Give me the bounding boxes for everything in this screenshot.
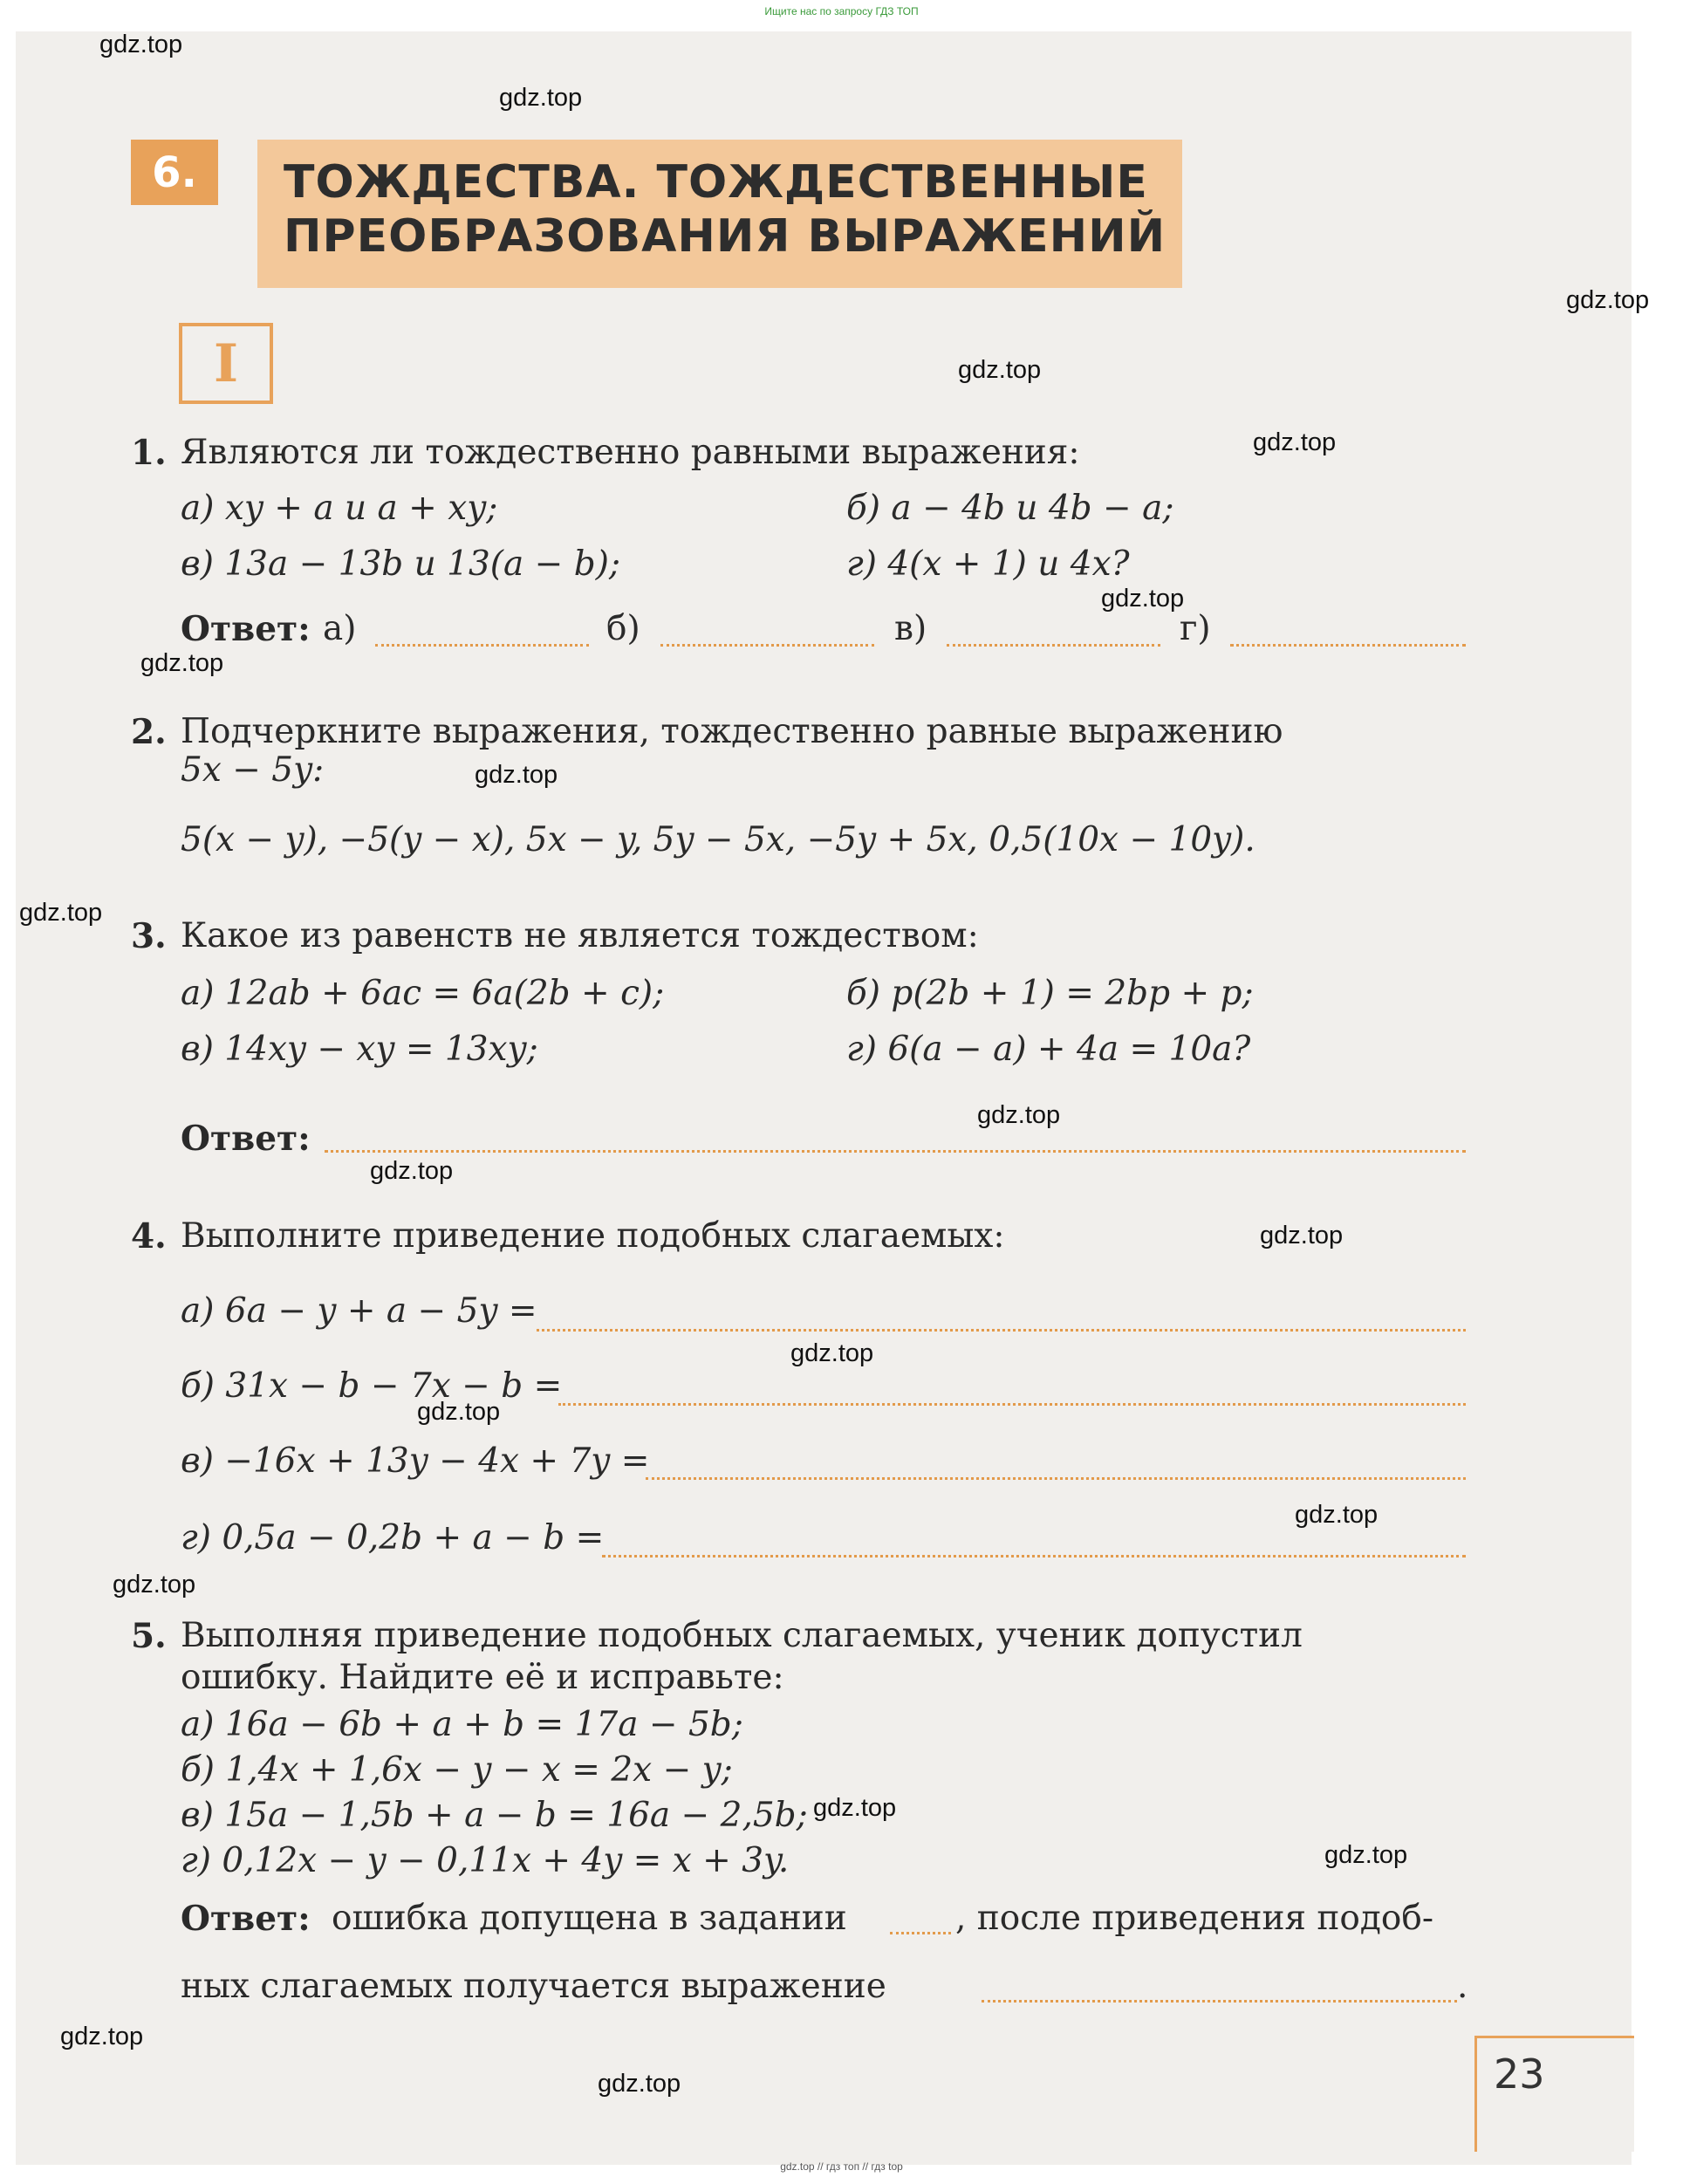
task3-answer-field[interactable]	[325, 1150, 1466, 1153]
task4-item-a: а) 6a − y + a − 5y =	[181, 1291, 537, 1331]
task3-option-d: г) 6(a − a) + 4a = 10a?	[846, 1030, 1251, 1069]
watermark: gdz.top	[1566, 286, 1650, 314]
watermark: gdz.top	[60, 2023, 144, 2050]
watermark: gdz.top	[598, 2070, 681, 2098]
watermark: gdz.top	[99, 31, 183, 58]
task5-item-a: а) 16a − 6b + a + b = 17a − 5b;	[181, 1705, 743, 1744]
task3-number: 3.	[131, 916, 167, 956]
task3-option-b: б) p(2b + 1) = 2bp + p;	[846, 974, 1254, 1013]
watermark: gdz.top	[417, 1398, 501, 1426]
header-note: Ищите нас по запросу ГДЗ ТОП	[764, 5, 919, 17]
task5-text-line2: ошибку. Найдите её и исправьте:	[181, 1658, 784, 1697]
task1-option-d: г) 4(x + 1) и 4x?	[846, 544, 1130, 584]
task4-number: 4.	[131, 1216, 167, 1256]
task1-text: Являются ли тождественно равными выражения:	[181, 433, 1080, 472]
level-badge: I	[179, 323, 273, 404]
task5-text-line1: Выполняя приведение подобных слагаемых, ученик допустил	[181, 1616, 1303, 1655]
task1-answer-a-field[interactable]	[375, 644, 589, 647]
task4-answer-c-field[interactable]	[646, 1477, 1466, 1480]
task2-text-line2: 5x − 5y:	[181, 750, 325, 790]
task1-answer-a-label: а)	[323, 609, 357, 648]
task1-option-b: б) a − 4b и 4b − a;	[846, 489, 1174, 528]
task5-item-d: г) 0,12x − y − 0,11x + 4y = x + 3y.	[181, 1841, 790, 1880]
task4-item-c: в) −16x + 13y − 4x + 7y =	[181, 1441, 650, 1481]
watermark: gdz.top	[499, 84, 583, 112]
watermark: gdz.top	[977, 1101, 1061, 1129]
task1-answer-c-field[interactable]	[947, 644, 1160, 647]
section-number: 6.	[131, 140, 218, 205]
task3-text: Какое из равенств не является тождеством:	[181, 916, 979, 955]
watermark: gdz.top	[813, 1794, 897, 1822]
task5-answer-text3: ных слагаемых получается выражение	[181, 1967, 886, 2006]
watermark: gdz.top	[958, 356, 1042, 384]
watermark: gdz.top	[19, 899, 103, 927]
task5-answer-text2: , после приведения подоб-	[955, 1899, 1434, 1938]
watermark: gdz.top	[1295, 1501, 1379, 1529]
task3-option-c: в) 14xy − xy = 13xy;	[181, 1030, 538, 1069]
task1-option-a: а) xy + a и a + xy;	[181, 489, 498, 528]
watermark: gdz.top	[1260, 1222, 1344, 1249]
task1-answer-d-label: г)	[1180, 609, 1211, 648]
task5-answer-end: .	[1457, 1967, 1468, 2006]
task5-answer-text1: ошибка допущена в задании	[332, 1899, 847, 1938]
task1-answer-d-field[interactable]	[1230, 644, 1466, 647]
task1-answer-b-field[interactable]	[660, 644, 874, 647]
task4-answer-b-field[interactable]	[558, 1403, 1466, 1406]
task4-item-d: г) 0,5a − 0,2b + a − b =	[181, 1518, 605, 1558]
task3-answer-label: Ответ:	[181, 1119, 311, 1159]
task3-option-a: а) 12ab + 6ac = 6a(2b + c);	[181, 974, 665, 1013]
task5-answer-label: Ответ:	[181, 1899, 311, 1939]
watermark: gdz.top	[1253, 428, 1337, 456]
task5-number: 5.	[131, 1616, 167, 1656]
title-line-2: ПРЕОБРАЗОВАНИЯ ВЫРАЖЕНИЙ	[284, 210, 1166, 263]
task2-number: 2.	[131, 712, 167, 752]
task1-answer-label: Ответ:	[181, 609, 311, 649]
watermark: gdz.top	[140, 649, 224, 677]
watermark: gdz.top	[113, 1571, 196, 1599]
task2-expressions: 5(x − y), −5(y − x), 5x − y, 5y − 5x, −5y + 5x, 0,5(10x − 10y).	[181, 820, 1255, 859]
watermark: gdz.top	[1101, 585, 1185, 613]
task4-answer-d-field[interactable]	[602, 1555, 1466, 1558]
title-line-1: ТОЖДЕСТВА. ТОЖДЕСТВЕННЫЕ	[284, 156, 1148, 209]
task1-option-c: в) 13a − 13b и 13(a − b);	[181, 544, 621, 584]
task5-answer-task-field[interactable]	[890, 1932, 951, 1934]
watermark: gdz.top	[370, 1157, 454, 1185]
task1-number: 1.	[131, 433, 167, 473]
task4-answer-a-field[interactable]	[537, 1329, 1466, 1332]
watermark: gdz.top	[1324, 1841, 1408, 1869]
watermark: gdz.top	[790, 1339, 874, 1367]
task4-text: Выполните приведение подобных слагаемых:	[181, 1216, 1005, 1256]
footer-note: gdz.top // гдз топ // гдз top	[780, 2160, 903, 2173]
task5-answer-expression-field[interactable]	[982, 2000, 1457, 2003]
watermark: gdz.top	[475, 761, 558, 789]
task1-answer-c-label: в)	[894, 609, 927, 648]
task2-text-line1: Подчеркните выражения, тождественно равные выражению	[181, 712, 1283, 751]
section-title	[284, 155, 1166, 264]
task1-answer-b-label: б)	[606, 609, 640, 648]
task4-item-b: б) 31x − b − 7x − b =	[181, 1366, 563, 1406]
page-number: 23	[1494, 2050, 1545, 2098]
task5-item-b: б) 1,4x + 1,6x − y − x = 2x − y;	[181, 1750, 733, 1790]
task5-item-c: в) 15a − 1,5b + a − b = 16a − 2,5b;	[181, 1796, 808, 1835]
